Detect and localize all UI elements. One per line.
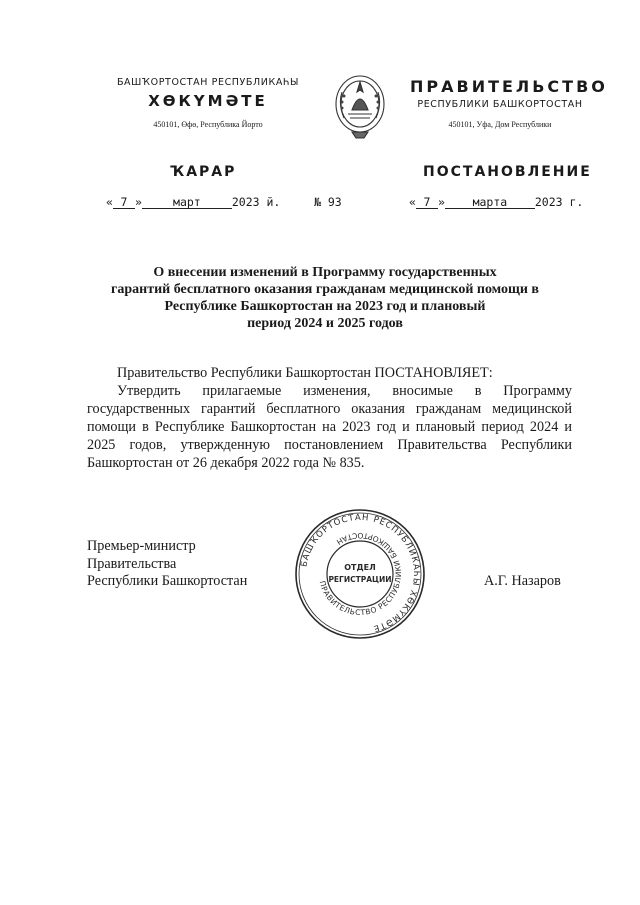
decree-type-left: ҠАРАР [170, 164, 237, 180]
header-left-org: ХӨКҮМӘТЕ [148, 92, 268, 110]
date-day: 7 [416, 196, 438, 209]
signature-line: Правительства [87, 555, 177, 572]
registration-stamp [293, 507, 427, 641]
decree-type-right: ПОСТАНОВЛЕНИЕ [423, 164, 592, 180]
date-open-quote: « [409, 195, 416, 209]
header-left-republic: БАШҠОРТОСТАН РЕСПУБЛИКАҺЫ [116, 77, 300, 88]
date-year: 2023 й. [231, 195, 281, 209]
date-close-quote: » [134, 195, 142, 209]
header-right-address: 450101, Уфа, Дом Республики [448, 120, 552, 129]
title-line: период 2024 и 2025 годов [247, 316, 403, 331]
header-left-address: 450101, Өфө, Республика Йорто [153, 120, 263, 129]
decree-number: № 93 [314, 195, 342, 209]
stamp-outer-text: БАШҠОРТОСТАН РЕСПУБЛИКАҺЫ ХӨКҮМӘТЕ [299, 512, 422, 634]
signature-position [87, 538, 287, 591]
decree-date-left [106, 195, 280, 209]
date-close-quote: » [437, 195, 445, 209]
title-line: О внесении изменений в Программу государственных [153, 265, 497, 280]
bashkortostan-emblem-icon [330, 70, 390, 142]
stamp-center-line2: РЕГИСТРАЦИИ [328, 575, 392, 584]
document-title [60, 264, 590, 332]
stamp-inner-text: ПРАВИТЕЛЬСТВО РЕСПУБЛИКИ БАШКОРТОСТАН [317, 530, 404, 618]
header-right-republic: РЕСПУБЛИКИ БАШКОРТОСТАН [417, 99, 583, 110]
title-line: Республике Башкортостан на 2023 год и плановый [164, 299, 486, 314]
body-intro: Правительство Республики Башкортостан ПОСТАНОВЛЯЕТ: [117, 365, 493, 381]
title-line: гарантий бесплатного оказания гражданам медицинской помощи в [111, 282, 539, 297]
signature-line: Премьер-министр [87, 538, 196, 554]
signatory-name: А.Г. Назаров [484, 573, 561, 589]
date-open-quote: « [106, 195, 113, 209]
date-day: 7 [113, 196, 135, 209]
stamp-center-line1: ОТДЕЛ [344, 563, 376, 572]
signature-line: Республики Башкортостан [87, 573, 248, 589]
date-month: марта [445, 196, 535, 209]
date-year: 2023 г. [534, 195, 584, 209]
date-month: март [142, 196, 232, 209]
body-paragraph: Утвердить прилагаемые изменения, вносимые в Программу государственных гарантий бесплатного оказания гражданам медицинской помощи в Республике Башкортостан на 2023 год и плановый период 2024 и 2025 годов, утвержденную постановлением Правительства Республики Башкортостан от 26 декабря 2022 года № 835. [87, 383, 572, 471]
header-right-org: ПРАВИТЕЛЬСТВО [410, 77, 608, 96]
decree-date-right [409, 195, 583, 209]
